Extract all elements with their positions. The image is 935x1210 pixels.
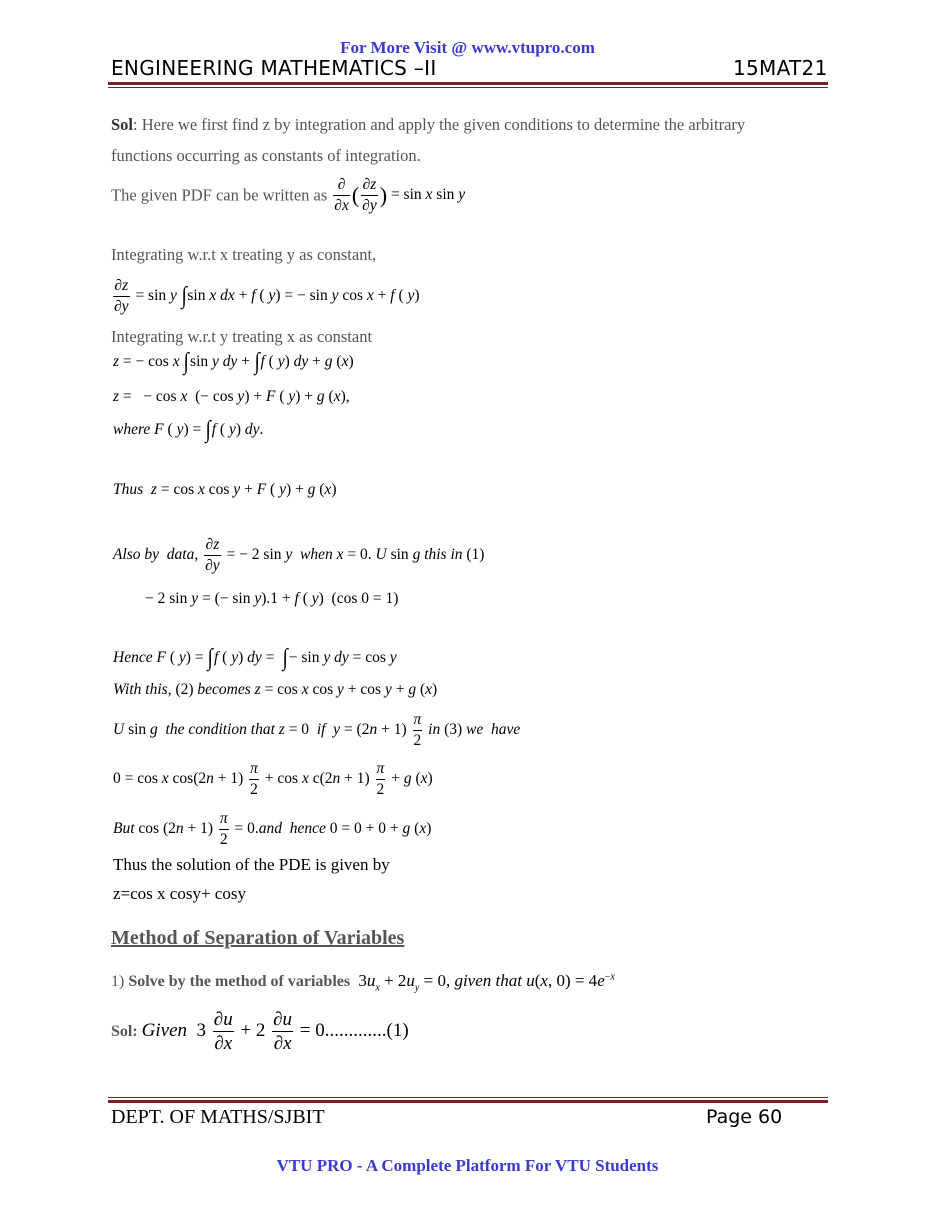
given-pdf-line <box>111 175 465 216</box>
integrating-y-text: Integrating w.r.t y treating x as constant <box>111 327 373 346</box>
equation-thus-z: Thus z = cos x cos y + F ( y) + g (x) <box>113 481 337 498</box>
equation-where-F: where F ( y) = ∫f ( y) dy. <box>113 417 264 443</box>
equation-z-evaluated: z = − cos x (− cos y) + F ( y) + g (x), <box>113 388 350 405</box>
problem-number: 1) <box>111 973 125 990</box>
equation-using-condition: U sin g the condition that z = 0 if y = (2n + 1) $\frac{\pi}{2}$ in (3) we have <box>113 711 521 749</box>
equation-also-by-data: Also by data, $\frac{\partial z}{\partial y}$ = − 2 sin y when x = 0. U sin g this in (1) <box>113 536 485 574</box>
integrating-x-text: Integrating w.r.t x treating y as constant, <box>111 245 377 264</box>
footer-page-number: Page 60 <box>706 1106 783 1128</box>
given-pdf-equation: $\frac{\partial}{\partial x}$ ( $\frac{\partial z}{\partial y}$ ) = sin x sin y <box>334 176 466 214</box>
header-rule <box>108 82 828 85</box>
thus-solution-text: Thus the solution of the PDE is given by <box>113 855 390 874</box>
header-course-code: 15MAT21 <box>733 56 828 80</box>
equation-with-this: With this, (2) becomes z = cos x cos y + cos y + g (x) <box>113 681 438 698</box>
problem-1-solution-line <box>111 1008 409 1055</box>
footer-rule <box>108 1100 828 1103</box>
equation-z-integral: z = − cos x ∫sin y dy + ∫f ( y) dy + g (x) <box>113 349 354 375</box>
sol-text-1: : Here we first find z by integration and apply the given conditions to determine the arbitrary <box>133 115 746 134</box>
footer-dept: DEPT. OF MATHS/SJBIT <box>111 1106 325 1128</box>
sol-label: Sol <box>111 115 134 134</box>
problem-equation: $3u_x + 2u_y = 0$, given that u(x, $0) = 4e^{-x}$ <box>354 971 615 994</box>
equation-but-cos: But cos (2n + 1) $\frac{\pi}{2}$ = 0.and hence 0 = 0 + 0 + g (x) <box>113 810 432 848</box>
equation-hence-F: Hence F ( y) = ∫f ( y) dy = ∫− sin y dy = cos y <box>113 645 397 671</box>
top-link[interactable]: For More Visit @ www.vtupro.com <box>340 38 595 57</box>
footer-rule-thin <box>108 1097 828 1098</box>
sol-paragraph-line-2: functions occurring as constants of integration. <box>111 146 421 165</box>
equation-substitution: − 2 sin y = (− sin y).1 + f ( y) (cos 0 = 1) <box>145 590 399 607</box>
sol-paragraph-line-1 <box>111 115 745 135</box>
problem-text: Solve by the method of variables <box>128 973 351 990</box>
header-rule-thin <box>108 87 828 88</box>
header-title: ENGINEERING MATHEMATICS –II <box>111 56 437 80</box>
final-solution: z=cos x cosy+ cosy <box>113 884 246 903</box>
problem-sol-equation: Given 3 $\frac{\partial u}{\partial x}$ + 2 $\frac{\partial u}{\partial x}$ = 0.............(1) <box>141 1009 409 1054</box>
footer-link[interactable]: VTU PRO - A Complete Platform For VTU Students <box>276 1156 659 1175</box>
equation-zero-condition: 0 = cos x cos(2n + 1) $\frac{\pi}{2}$ + cos x c(2n + 1) $\frac{\pi}{2}$ + g (x) <box>113 760 433 798</box>
given-pdf-text: The given PDF can be written as <box>111 185 328 205</box>
problem-sol-label: Sol: <box>111 1023 138 1041</box>
section-heading: Method of Separation of Variables <box>111 927 405 949</box>
problem-1-line <box>111 971 615 993</box>
equation-dz-dy: $\frac{\partial z}{\partial y}$ = sin y ∫sin x dx + f ( y) = − sin y cos x + f ( y) <box>114 277 420 315</box>
